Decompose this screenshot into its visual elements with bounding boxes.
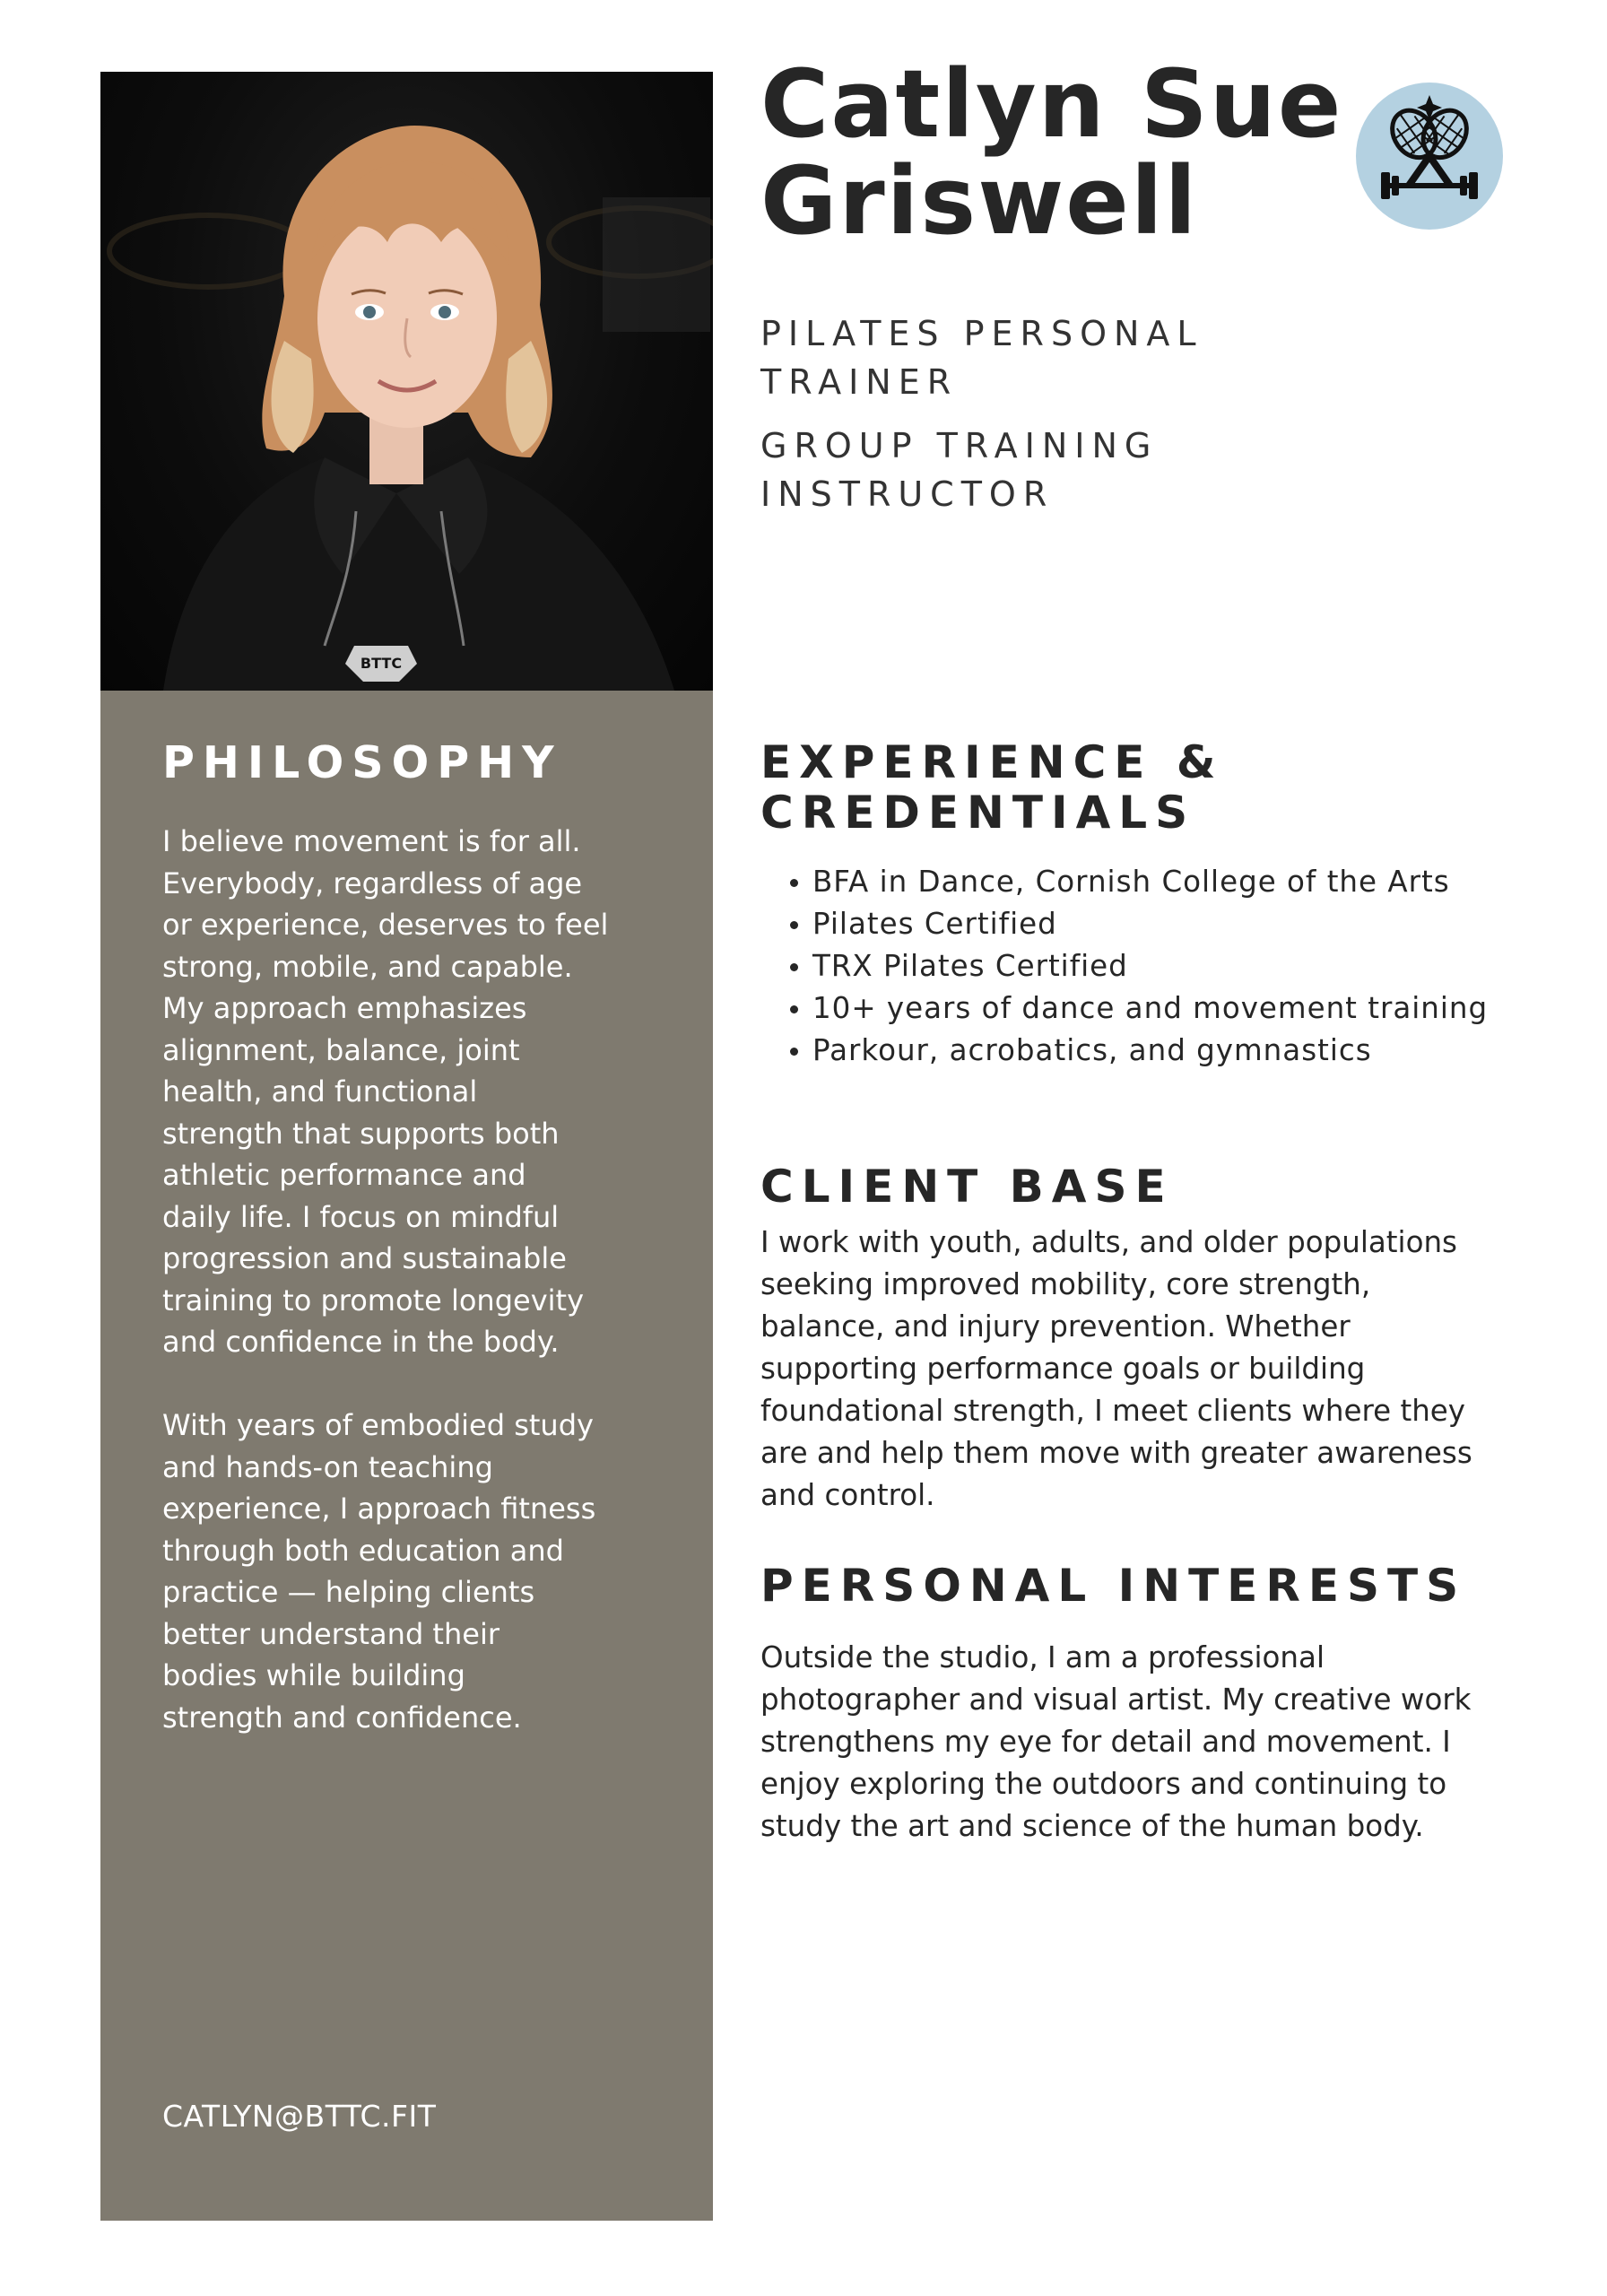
philosophy-body bbox=[162, 821, 629, 1738]
crossed-rackets-barbell-icon bbox=[1356, 83, 1503, 230]
list-item: • 10+ years of dance and movement training bbox=[812, 987, 1532, 1030]
philosophy-paragraph-1: I believe movement is for all. Everybody, regardless of age or experience, deserves to feel strong, mobile, and capable. My approach emphasizes alignment, balance, joint health, and functional strength that supports both athletic performance and daily life. I focus on mindful progression and sustainable training to promote longevity and confidence in the body. bbox=[162, 824, 609, 1359]
philosophy-sidebar bbox=[100, 691, 713, 2221]
personal-interests-text: Outside the studio, I am a professional photographer and visual artist. My creative work strengthens my eye for detail and movement. I enjoy exploring the outdoors and continuing to study the art and science of the human body. bbox=[760, 1640, 1472, 1843]
philosophy-paragraph-2: With years of embodied study and hands-on teaching experience, I approach fitness through both education and practice — helping clients better understand their bodies while building strength and confidence. bbox=[162, 1408, 596, 1735]
list-item: • Pilates Certified bbox=[812, 903, 1532, 945]
philosophy-heading: PHILOSOPHY bbox=[162, 737, 562, 788]
list-item: • Parkour, acrobatics, and gymnastics bbox=[812, 1030, 1532, 1072]
personal-interests-heading: PERSONAL INTERESTS bbox=[760, 1560, 1467, 1612]
contact-email[interactable]: CATLYN@BTTC.FIT bbox=[162, 2099, 437, 2134]
jacket-badge-text: BTTC bbox=[360, 655, 403, 672]
job-title-primary: PILATES PERSONAL TRAINER bbox=[760, 314, 1203, 402]
list-item: • TRX Pilates Certified bbox=[812, 945, 1532, 987]
portrait-illustration bbox=[100, 72, 713, 691]
client-base-text: I work with youth, adults, and older populations seeking improved mobility, core strength, balance, and injury prevention. Whether supporting performance goals or building foundational strength, I meet clients where they are and help them move with greater awareness and control. bbox=[760, 1225, 1472, 1512]
client-base-heading: CLIENT BASE bbox=[760, 1161, 1174, 1213]
portrait-photo bbox=[100, 72, 713, 691]
experience-heading: EXPERIENCE & CREDENTIALS bbox=[760, 736, 1224, 839]
credentials-list bbox=[760, 861, 1532, 1072]
list-item: • BFA in Dance, Cornish College of the Arts bbox=[812, 861, 1532, 903]
trainer-name: Catlyn Sue Griswell bbox=[760, 49, 1343, 256]
job-title-secondary: GROUP TRAINING INSTRUCTOR bbox=[760, 426, 1159, 514]
